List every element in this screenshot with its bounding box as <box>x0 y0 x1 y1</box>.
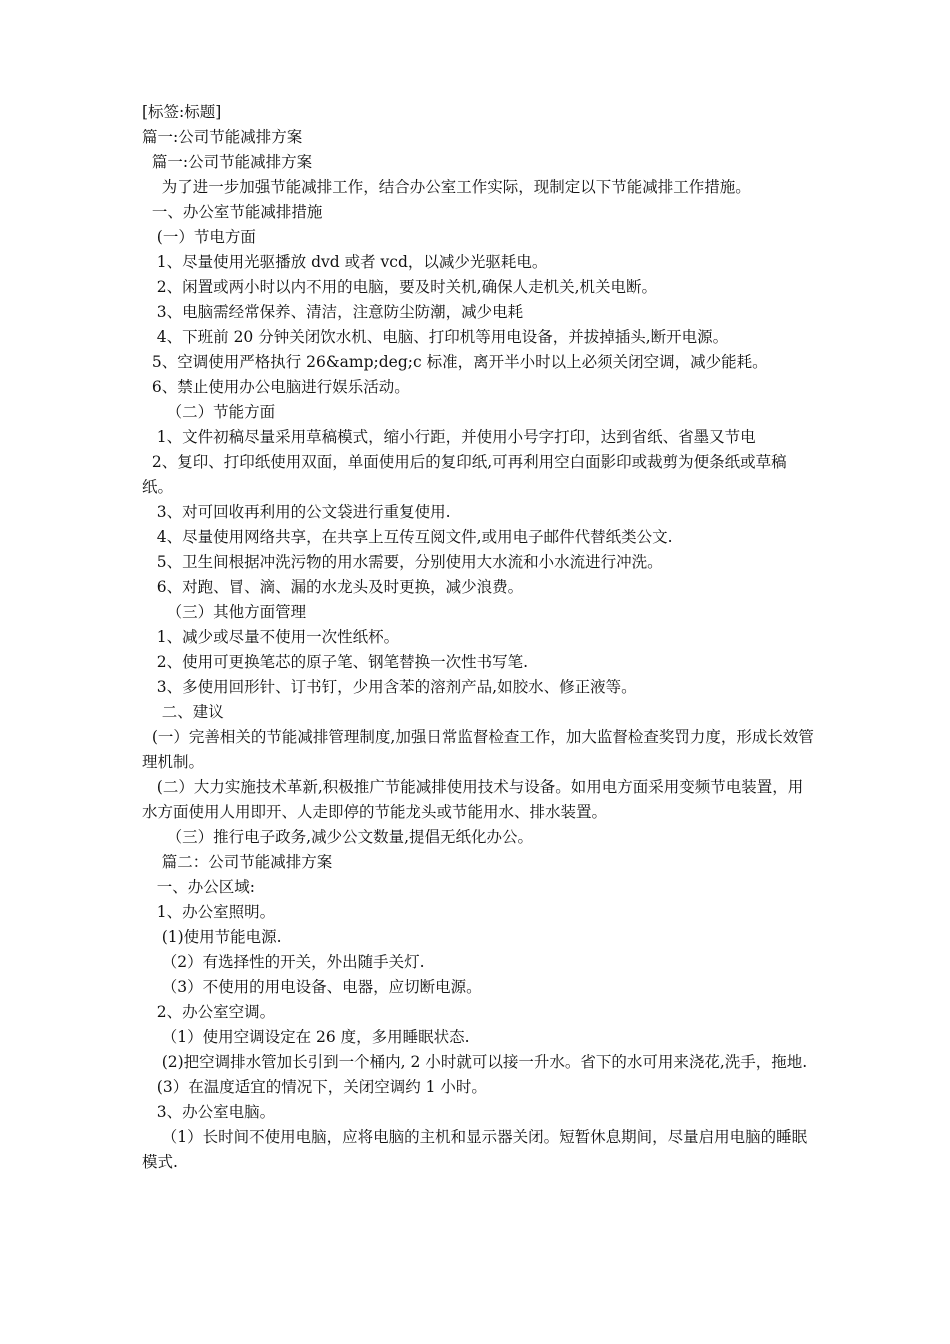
list-item: 6、禁止使用办公电脑进行娱乐活动。 <box>142 378 410 396</box>
list-item: 2、闲置或两小时以内不用的电脑，要及时关机,确保人走机关,机关电断。 <box>142 278 657 296</box>
list-item: 4、尽量使用网络共享，在共享上互传互阅文件,或用电子邮件代替纸类公文. <box>142 528 673 546</box>
subheading: （三）其他方面管理 <box>142 603 307 621</box>
list-item: （3）不使用的用电设备、电器，应切断电源。 <box>142 978 482 996</box>
list-item: 3、电脑需经常保养、清洁，注意防尘防潮，减少电耗 <box>142 303 524 321</box>
list-item: (3）在温度适宜的情况下，关闭空调约 1 小时。 <box>142 1078 487 1096</box>
list-item: 5、空调使用严格执行 26&amp;deg;c 标准，离开半小时以上必须关闭空调，减少能耗。 <box>142 353 768 371</box>
list-item: 3、多使用回形针、订书钉，少用含苯的溶剂产品,如胶水、修正液等。 <box>142 678 637 696</box>
list-item: （1）长时间不使用电脑，应将电脑的主机和显示器关闭。短暂休息期间，尽量启用电脑的睡眠模式. <box>142 1128 808 1171</box>
doc-title: 篇一:公司节能减排方案 <box>142 128 303 146</box>
list-item: 6、对跑、冒、滴、漏的水龙头及时更换，减少浪费。 <box>142 578 524 596</box>
list-item: 1、文件初稿尽量采用草稿模式，缩小行距，并使用小号字打印，达到省纸、省墨又节电 <box>142 428 756 446</box>
list-item: (1)使用节能电源. <box>142 928 282 946</box>
list-item: 4、下班前 20 分钟关闭饮水机、电脑、打印机等用电设备，并拔掉插头,断开电源。 <box>142 328 729 346</box>
list-item: 2、办公室空调。 <box>142 1003 276 1021</box>
list-item: 3、办公室电脑。 <box>142 1103 276 1121</box>
heading: 一、办公区域: <box>142 878 256 896</box>
list-item: 3、对可回收再利用的公文袋进行重复使用. <box>142 503 451 521</box>
list-item: 5、卫生间根据冲洗污物的用水需要，分别使用大水流和小水流进行冲洗。 <box>142 553 663 571</box>
paragraph: (二）大力实施技术革新,积极推广节能减排使用技术与设备。如用电方面采用变频节电装置，用水方面使用人用即开、人走即停的节能龙头或节能用水、排水装置。 <box>142 778 804 821</box>
list-item: （1）使用空调设定在 26 度，多用睡眠状态. <box>142 1028 470 1046</box>
paragraph: (一）完善相关的节能减排管理制度,加强日常监督检查工作，加大监督检查奖罚力度，形成长效管理机制。 <box>142 728 814 771</box>
subheading: (一）节电方面 <box>142 228 256 246</box>
subheading: （二）节能方面 <box>142 403 276 421</box>
doc-tag-line: [标签:标题] <box>142 103 222 121</box>
section-title: 篇一:公司节能减排方案 <box>142 153 313 171</box>
list-item: 1、办公室照明。 <box>142 903 276 921</box>
section-title: 篇二：公司节能减排方案 <box>142 853 333 871</box>
heading: 一、办公室节能减排措施 <box>142 203 323 221</box>
heading: 二、建议 <box>142 703 224 721</box>
list-item: （2）有选择性的开关，外出随手关灯. <box>142 953 425 971</box>
list-item: 1、尽量使用光驱播放 dvd 或者 vcd，以减少光驱耗电。 <box>142 253 548 271</box>
paragraph: 为了进一步加强节能减排工作，结合办公室工作实际，现制定以下节能减排工作措施。 <box>142 178 751 196</box>
list-item: 2、复印、打印纸使用双面，单面使用后的复印纸,可再利用空白面影印或裁剪为便条纸或草稿纸。 <box>142 453 787 496</box>
list-item: 2、使用可更换笔芯的原子笔、钢笔替换一次性书写笔. <box>142 653 529 671</box>
document-body <box>142 100 814 1175</box>
list-item: 1、减少或尽量不使用一次性纸杯。 <box>142 628 400 646</box>
paragraph: （三）推行电子政务,减少公文数量,提倡无纸化办公。 <box>142 828 533 846</box>
list-item: (2)把空调排水管加长引到一个桶内, 2 小时就可以接一升水。省下的水可用来浇花,洗手，拖地. <box>142 1053 808 1071</box>
